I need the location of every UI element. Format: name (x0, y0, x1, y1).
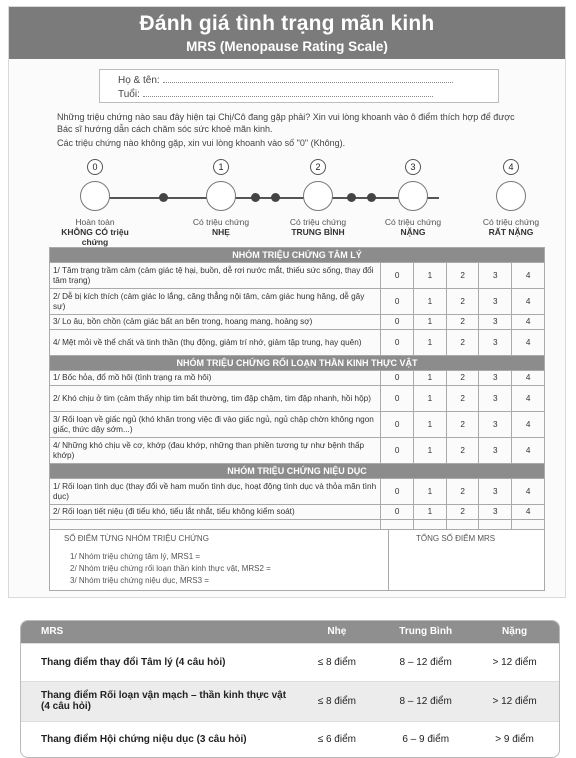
score-cell[interactable]: 2 (446, 505, 479, 520)
symptom-row (50, 479, 545, 505)
moderate-range: 8 – 12 điểm (381, 643, 470, 681)
scale-label-strong: NẶNG (400, 227, 426, 237)
patient-info-box (99, 69, 499, 103)
scale-label-strong: NHẸ (212, 227, 230, 237)
mild-range: ≤ 8 điểm (292, 681, 381, 721)
group-header-row (50, 464, 545, 479)
severe-range: > 12 điểm (470, 681, 559, 721)
scale-label: Có triệu chứng (192, 217, 250, 227)
severity-scale (9, 159, 567, 247)
scale-label: Có triệu chứng (384, 217, 442, 227)
score-cell[interactable]: 3 (479, 330, 512, 356)
symptom-text: 3/ Lo âu, bồn chồn (cảm giác bất an bên trong, hoang mang, hoảng sợ) (50, 315, 381, 330)
symptom-text: 1/ Tâm trạng trầm cảm (cảm giác tệ hại, buồn, dễ rơi nước mắt, thiếu sức sống, thay đổi tâm trạng) (50, 263, 381, 289)
mrs1-field[interactable]: 1/ Nhóm triệu chứng tâm lý, MRS1 = (70, 552, 201, 561)
group-header-row (50, 248, 545, 263)
score-cell[interactable]: 1 (414, 505, 447, 520)
score-cell[interactable]: 3 (479, 289, 512, 315)
scale-number: 0 (87, 159, 103, 175)
score-cell[interactable]: 3 (479, 438, 512, 464)
scale-number: 4 (503, 159, 519, 175)
score-cell[interactable]: 0 (381, 412, 414, 438)
scale-label: Hoàn toàn (75, 217, 115, 227)
score-cell[interactable]: 1 (414, 479, 447, 505)
name-label: Họ & tên: (118, 75, 160, 86)
symptom-row (50, 315, 545, 330)
scale-step-3 (367, 159, 459, 237)
score-cell[interactable]: 1 (414, 263, 447, 289)
interpretation-row (21, 643, 559, 681)
instruction-line-2: Các triệu chứng nào không gặp, xin vui lòng khoanh vào số "0" (Không). (57, 138, 346, 148)
score-cell[interactable]: 1 (414, 438, 447, 464)
symptom-text: 4/ Những khó chịu về cơ, khớp (đau khớp, những than phiền tương tự như bệnh thấp khớp) (50, 438, 381, 464)
mrs3-field[interactable]: 3/ Nhóm triệu chứng niệu dục, MRS3 = (70, 576, 209, 585)
symptom-text: 1/ Bốc hỏa, đổ mồ hôi (tình trạng ra mồ hôi) (50, 371, 381, 386)
scale-label: Có triệu chứng (289, 217, 347, 227)
score-cell[interactable]: 3 (479, 263, 512, 289)
score-cell[interactable]: 4 (512, 505, 545, 520)
mrs-form (8, 6, 566, 598)
score-cell[interactable]: 4 (512, 315, 545, 330)
score-cell[interactable]: 4 (512, 330, 545, 356)
scale-label-strong: KHÔNG CÓ triệu chứng (61, 227, 129, 247)
scale-label: Có triệu chứng (482, 217, 540, 227)
smiley-face-icon (80, 181, 110, 211)
scale-name: Thang điểm Rối loạn vận mạch – thần kinh thực vật (4 câu hỏi) (21, 681, 292, 721)
group-score-header: SỐ ĐIỂM TỪNG NHÓM TRIỆU CHỨNG (64, 534, 209, 543)
score-cell[interactable]: 1 (414, 330, 447, 356)
score-cell[interactable]: 4 (512, 371, 545, 386)
score-cell[interactable]: 4 (512, 289, 545, 315)
symptom-row (50, 330, 545, 356)
symptom-row (50, 263, 545, 289)
score-cell[interactable]: 3 (479, 412, 512, 438)
severe-range: > 12 điểm (470, 643, 559, 681)
score-cell[interactable]: 3 (479, 386, 512, 412)
score-cell[interactable]: 2 (446, 438, 479, 464)
score-cell[interactable]: 2 (446, 263, 479, 289)
score-cell[interactable]: 3 (479, 479, 512, 505)
score-cell[interactable]: 0 (381, 330, 414, 356)
name-input-line[interactable] (163, 74, 453, 83)
score-cell[interactable]: 4 (512, 479, 545, 505)
score-cell[interactable]: 1 (414, 412, 447, 438)
mild-range: ≤ 8 điểm (292, 643, 381, 681)
page-title: Đánh giá tình trạng mãn kinh (139, 12, 435, 35)
score-cell[interactable]: 3 (479, 315, 512, 330)
score-cell[interactable]: 4 (512, 386, 545, 412)
scale-step-1 (175, 159, 267, 237)
total-score-header: TỔNG SỐ ĐIỂM MRS (416, 534, 496, 543)
age-label: Tuổi: (118, 89, 140, 100)
symptom-row (50, 438, 545, 464)
scale-step-0 (49, 159, 141, 247)
age-input-line[interactable] (143, 88, 433, 97)
score-cell[interactable]: 4 (512, 412, 545, 438)
score-cell[interactable]: 2 (446, 315, 479, 330)
score-cell[interactable]: 2 (446, 289, 479, 315)
group-title: NHÓM TRIỆU CHỨNG RỐI LOẠN THẦN KINH THỰC VẬT (50, 356, 545, 371)
score-cell[interactable]: 2 (446, 479, 479, 505)
score-cell[interactable]: 2 (446, 412, 479, 438)
scale-dot (159, 193, 168, 202)
summary-divider (388, 530, 389, 590)
mrs2-field[interactable]: 2/ Nhóm triệu chứng rối loạn thần kinh thực vật, MRS2 = (70, 564, 271, 573)
score-summary-box (49, 529, 545, 591)
scale-name: Thang điểm Hội chứng niệu dục (3 câu hỏi) (21, 721, 292, 757)
group-title: NHÓM TRIỆU CHỨNG TÂM LÝ (50, 248, 545, 263)
scale-step-2 (272, 159, 364, 237)
group-header-row (50, 356, 545, 371)
score-cell[interactable]: 0 (381, 263, 414, 289)
score-cell[interactable]: 4 (512, 263, 545, 289)
symptom-row (50, 371, 545, 386)
name-field[interactable] (118, 74, 498, 88)
interpretation-header-row (21, 621, 559, 643)
scale-number: 3 (405, 159, 421, 175)
symptom-row (50, 289, 545, 315)
moderate-range: 6 – 9 điểm (381, 721, 470, 757)
interpretation-row (21, 721, 559, 757)
header-severe: Nặng (470, 621, 559, 643)
header-mrs: MRS (21, 621, 292, 643)
header-mild: Nhẹ (292, 621, 381, 643)
symptom-row (50, 505, 545, 520)
scale-label-strong: TRUNG BÌNH (291, 227, 345, 237)
neutral-face-icon (303, 181, 333, 211)
score-cell[interactable]: 0 (381, 438, 414, 464)
score-cell[interactable]: 3 (479, 505, 512, 520)
symptom-text: 2/ Khó chịu ở tim (cảm thấy nhịp tim bất thường, tim đập chậm, tim đập nhanh, hồi hộp) (50, 386, 381, 412)
interpretation-table (20, 620, 560, 758)
symptom-table (49, 247, 545, 546)
sad-face-icon (398, 181, 428, 211)
mild-face-icon (206, 181, 236, 211)
symptom-row (50, 412, 545, 438)
page-subtitle: MRS (Menopause Rating Scale) (186, 39, 388, 54)
score-cell[interactable]: 0 (381, 315, 414, 330)
header-moderate: Trung Bình (381, 621, 470, 643)
score-cell[interactable]: 3 (479, 371, 512, 386)
score-cell[interactable]: 2 (446, 386, 479, 412)
very-sad-face-icon (496, 181, 526, 211)
form-header (9, 7, 565, 59)
score-cell[interactable]: 0 (381, 289, 414, 315)
symptom-text: 4/ Mệt mỏi về thể chất và tinh thần (thụ động, giảm trí nhớ, giảm tập trung, hay quên) (50, 330, 381, 356)
interpretation-row (21, 681, 559, 721)
scale-name: Thang điểm thay đổi Tâm lý (4 câu hỏi) (21, 643, 292, 681)
instruction-line-1: Những triệu chứng nào sau đây hiện tại Chị/Cô đang gặp phải? Xin vui lòng khoanh vào ô điểm thích hợp để được Bác sĩ hướng dẫn cách chăm sóc sức khoẻ mãn kinh. (57, 112, 515, 134)
score-cell[interactable]: 0 (381, 505, 414, 520)
score-cell[interactable]: 1 (414, 315, 447, 330)
symptom-text: 3/ Rối loạn về giấc ngủ (khó khăn trong việc đi vào giấc ngủ, ngủ chập chờn không ngon giấc, thức dậy sớm...) (50, 412, 381, 438)
score-cell[interactable]: 0 (381, 386, 414, 412)
score-cell[interactable]: 4 (512, 438, 545, 464)
symptom-text: 1/ Rối loạn tình dục (thay đổi về ham muốn tình dục, hoạt động tình dục và thỏa mãn tình dục) (50, 479, 381, 505)
scale-step-4 (465, 159, 557, 237)
score-cell[interactable]: 1 (414, 289, 447, 315)
symptom-text: 2/ Rối loạn tiết niệu (đi tiểu khó, tiểu lắt nhắt, tiểu không kiểm soát) (50, 505, 381, 520)
score-cell[interactable]: 2 (446, 371, 479, 386)
score-cell[interactable]: 0 (381, 371, 414, 386)
age-field[interactable] (118, 88, 498, 102)
moderate-range: 8 – 12 điểm (381, 681, 470, 721)
score-cell[interactable]: 1 (414, 371, 447, 386)
symptom-row (50, 386, 545, 412)
score-cell[interactable]: 0 (381, 479, 414, 505)
scale-number: 1 (213, 159, 229, 175)
mild-range: ≤ 6 điểm (292, 721, 381, 757)
score-cell[interactable]: 2 (446, 330, 479, 356)
symptom-text: 2/ Dễ bị kích thích (cảm giác lo lắng, căng thẳng nội tâm, cảm giác hung hăng, dễ gây sự) (50, 289, 381, 315)
scale-label-strong: RẤT NẶNG (488, 227, 534, 237)
score-cell[interactable]: 1 (414, 386, 447, 412)
severe-range: > 9 điểm (470, 721, 559, 757)
instructions (57, 111, 517, 151)
group-title: NHÓM TRIỆU CHỨNG NIỆU DỤC (50, 464, 545, 479)
scale-number: 2 (310, 159, 326, 175)
